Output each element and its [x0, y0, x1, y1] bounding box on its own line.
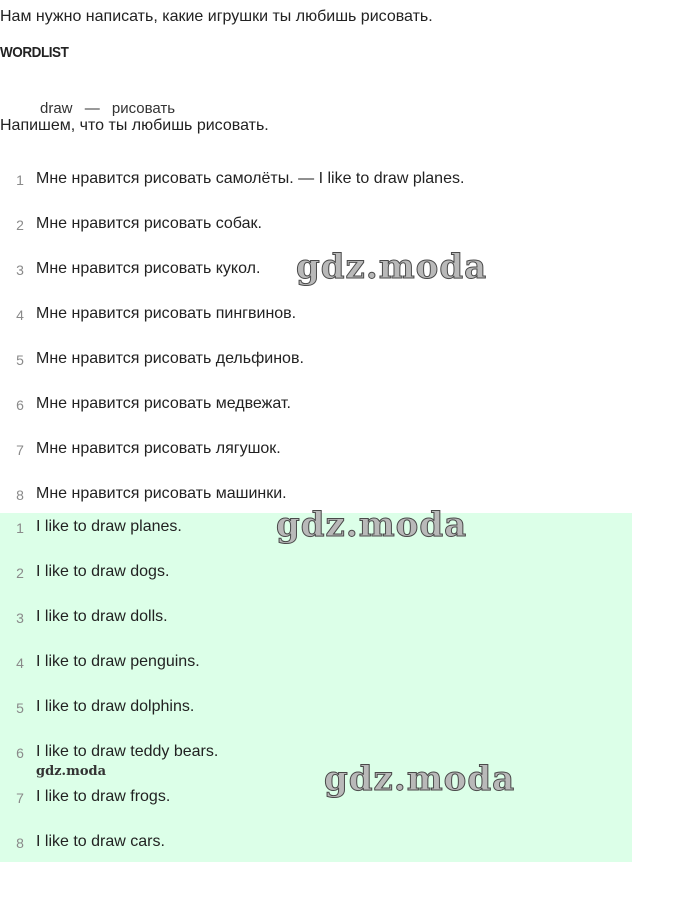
- item-number: 6: [16, 397, 24, 413]
- item-text: I like to draw dogs.: [36, 563, 170, 580]
- wordlist-dash: —: [84, 100, 100, 117]
- item-number: 1: [16, 520, 24, 536]
- item-number: 5: [16, 700, 24, 716]
- item-text: Мне нравится рисовать кукол.: [36, 260, 261, 277]
- item-number: 8: [16, 835, 24, 851]
- item-text: I like to draw dolphins.: [36, 698, 195, 715]
- item-text: I like to draw dolls.: [36, 608, 168, 625]
- item-text: Мне нравится рисовать машинки.: [36, 485, 287, 502]
- watermark-logo-small: gdz.moda: [36, 764, 107, 779]
- task-text: Напишем, что ты любишь рисовать.: [0, 117, 269, 134]
- item-number: 2: [16, 217, 24, 233]
- item-text: I like to draw teddy bears.: [36, 743, 219, 760]
- item-number: 4: [16, 307, 24, 323]
- item-number: 8: [16, 487, 24, 503]
- item-text: Мне нравится рисовать дельфинов.: [36, 350, 304, 367]
- item-number: 3: [16, 610, 24, 626]
- item-text: I like to draw cars.: [36, 833, 165, 850]
- item-text: Мне нравится рисовать пингвинов.: [36, 305, 297, 322]
- item-number: 1: [16, 172, 24, 188]
- item-text: I like to draw penguins.: [36, 653, 200, 670]
- item-text: Мне нравится рисовать самолёты. — I like to draw planes.: [36, 170, 465, 187]
- watermark-logo: gdz.moda: [276, 505, 468, 545]
- intro-text: Нам нужно написать, какие игрушки ты любишь рисовать.: [0, 8, 433, 25]
- item-number: 7: [16, 790, 24, 806]
- item-text: Мне нравится рисовать лягушок.: [36, 440, 281, 457]
- watermark-logo: gdz.moda: [296, 247, 488, 287]
- wordlist-row: [40, 100, 183, 117]
- watermark-logo: gdz.moda: [324, 759, 516, 799]
- item-number: 3: [16, 262, 24, 278]
- wordlist-term: draw: [40, 100, 73, 117]
- item-text: Мне нравится рисовать медвежат.: [36, 395, 291, 412]
- item-number: 7: [16, 442, 24, 458]
- item-text: I like to draw planes.: [36, 518, 182, 535]
- wordlist-clip: [0, 96, 680, 117]
- item-number: 6: [16, 745, 24, 761]
- item-text: Мне нравится рисовать собак.: [36, 215, 262, 232]
- item-text: I like to draw frogs.: [36, 788, 171, 805]
- item-number: 5: [16, 352, 24, 368]
- wordlist-title: WORDLIST: [0, 44, 69, 61]
- wordlist-translation: рисовать: [111, 100, 176, 117]
- item-number: 2: [16, 565, 24, 581]
- item-number: 4: [16, 655, 24, 671]
